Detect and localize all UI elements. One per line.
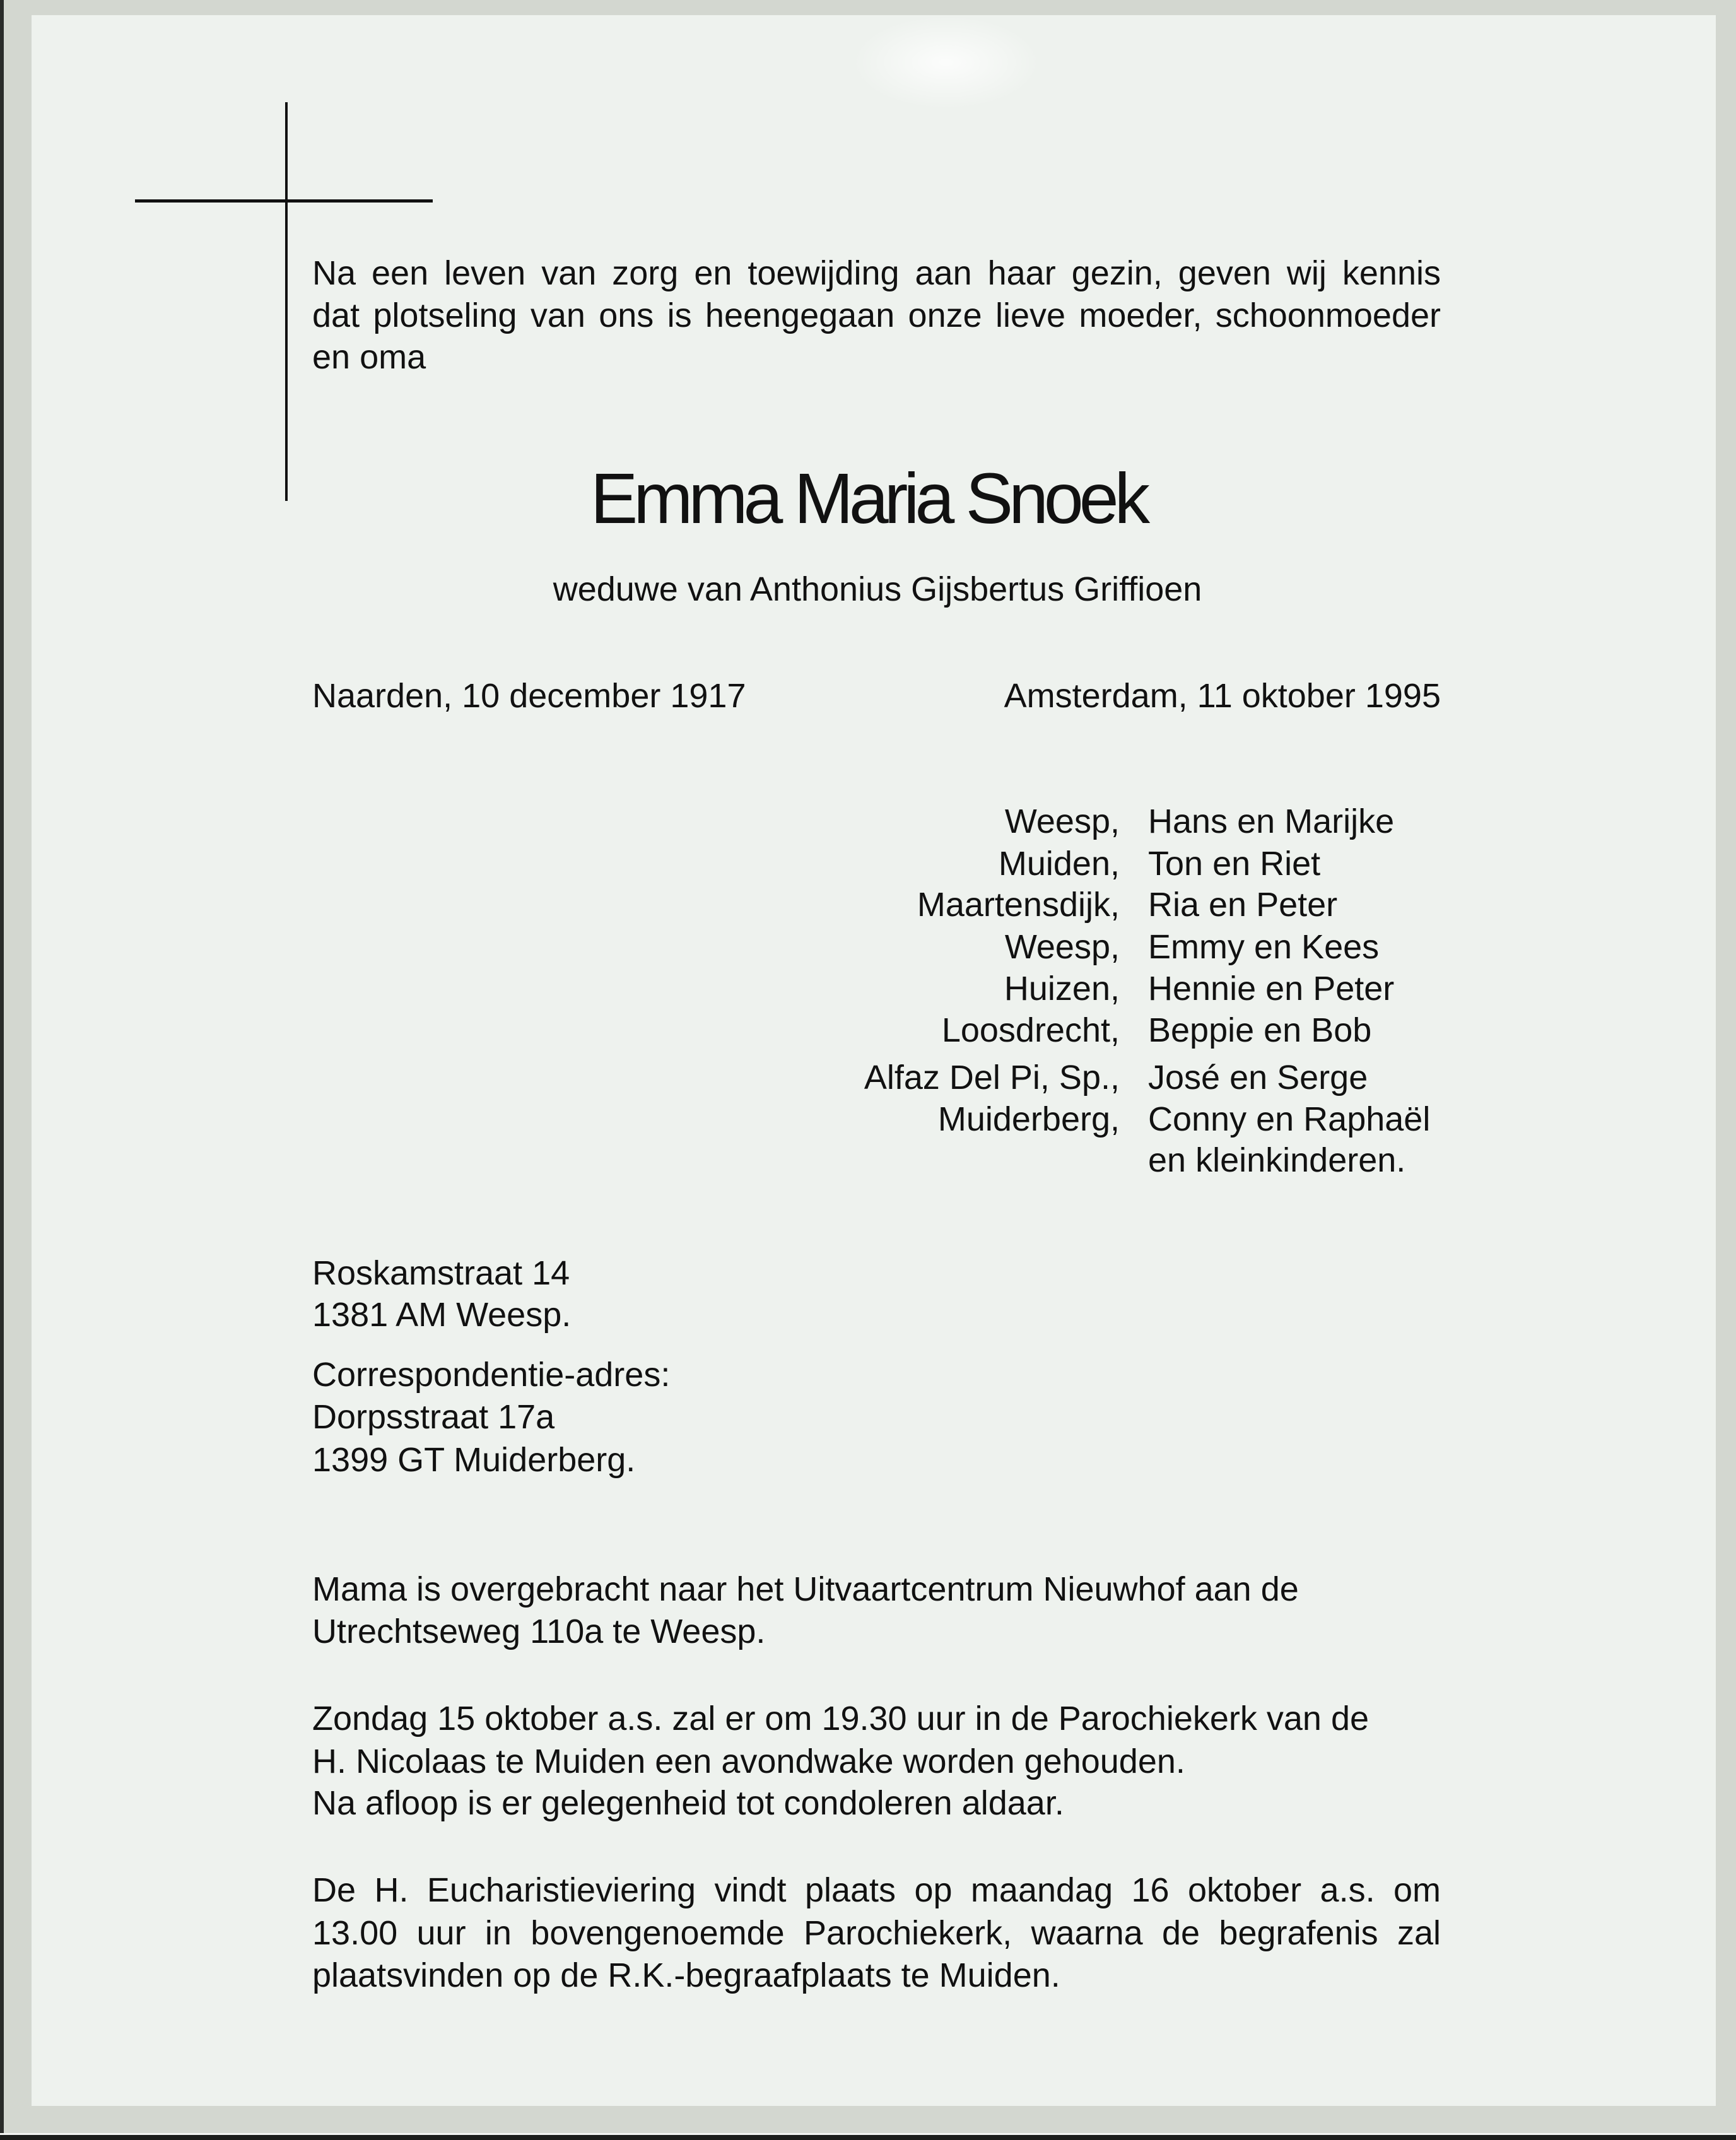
family-names: Conny en Raphaël (1148, 1100, 1431, 1138)
family-names: Hans en Marijke (1148, 802, 1395, 840)
address-line: Dorpsstraat 17a (312, 1398, 555, 1436)
mass-line: plaatsvinden op de R.K.-begraafplaats te Muiden. (312, 1956, 1060, 1994)
scan-edge-bottom (0, 2133, 1736, 2140)
birth-place-date: Naarden, 10 december 1917 (312, 677, 746, 715)
family-place: Weesp, (1004, 802, 1120, 840)
intro-line: en oma (312, 338, 426, 376)
cross-vertical-bar (285, 102, 288, 501)
mass-line: 13.00 uur in bovengenoemde Parochiekerk, waarna de begrafenis zal (312, 1914, 1441, 1952)
family-place: Maartensdijk, (917, 886, 1120, 924)
intro-line: dat plotseling van ons is heengegaan onze lieve moeder, schoonmoeder (312, 297, 1441, 334)
vigil-line: Na afloop is er gelegenheid tot condoleren aldaar. (312, 1784, 1064, 1822)
transfer-line: Mama is overgebracht naar het Uitvaartcentrum Nieuwhof aan de (312, 1570, 1299, 1608)
mass-line: De H. Eucharistieviering vindt plaats op maandag 16 oktober a.s. om (312, 1871, 1441, 1909)
family-place: Huizen, (1004, 970, 1120, 1008)
family-place: Muiden, (998, 845, 1120, 883)
family-names: Beppie en Bob (1148, 1011, 1372, 1049)
correspondence-label: Correspondentie-adres: (312, 1356, 671, 1394)
paper-stain (852, 15, 1041, 110)
cross-horizontal-bar (135, 199, 433, 203)
deceased-name: Emma Maria Snoek (590, 459, 1146, 538)
intro-line: Na een leven van zorg en toewijding aan haar gezin, geven wij kennis (312, 254, 1441, 292)
family-place: Weesp, (1004, 928, 1120, 966)
widow-of-line: weduwe van Anthonius Gijsbertus Griffioen (553, 570, 1202, 608)
vigil-line: Zondag 15 oktober a.s. zal er om 19.30 uur in de Parochiekerk van de (312, 1700, 1369, 1737)
transfer-line: Utrechtseweg 110a te Weesp. (312, 1613, 766, 1650)
scan-edge-left (0, 0, 4, 2140)
family-place: Alfaz Del Pi, Sp., (864, 1059, 1120, 1096)
family-names: Ria en Peter (1148, 886, 1338, 924)
death-place-date: Amsterdam, 11 oktober 1995 (1004, 677, 1441, 715)
address-line: 1381 AM Weesp. (312, 1296, 572, 1334)
address-line: 1399 GT Muiderberg. (312, 1441, 636, 1479)
family-names: Emmy en Kees (1148, 928, 1380, 966)
family-place: Muiderberg, (937, 1100, 1120, 1138)
family-names: José en Serge (1148, 1059, 1368, 1096)
family-names: Ton en Riet (1148, 845, 1321, 883)
family-names: Hennie en Peter (1148, 970, 1395, 1008)
address-line: Roskamstraat 14 (312, 1254, 570, 1292)
family-place: Loosdrecht, (941, 1011, 1120, 1049)
vigil-line: H. Nicolaas te Muiden een avondwake worden gehouden. (312, 1743, 1185, 1780)
family-names: en kleinkinderen. (1148, 1141, 1406, 1179)
